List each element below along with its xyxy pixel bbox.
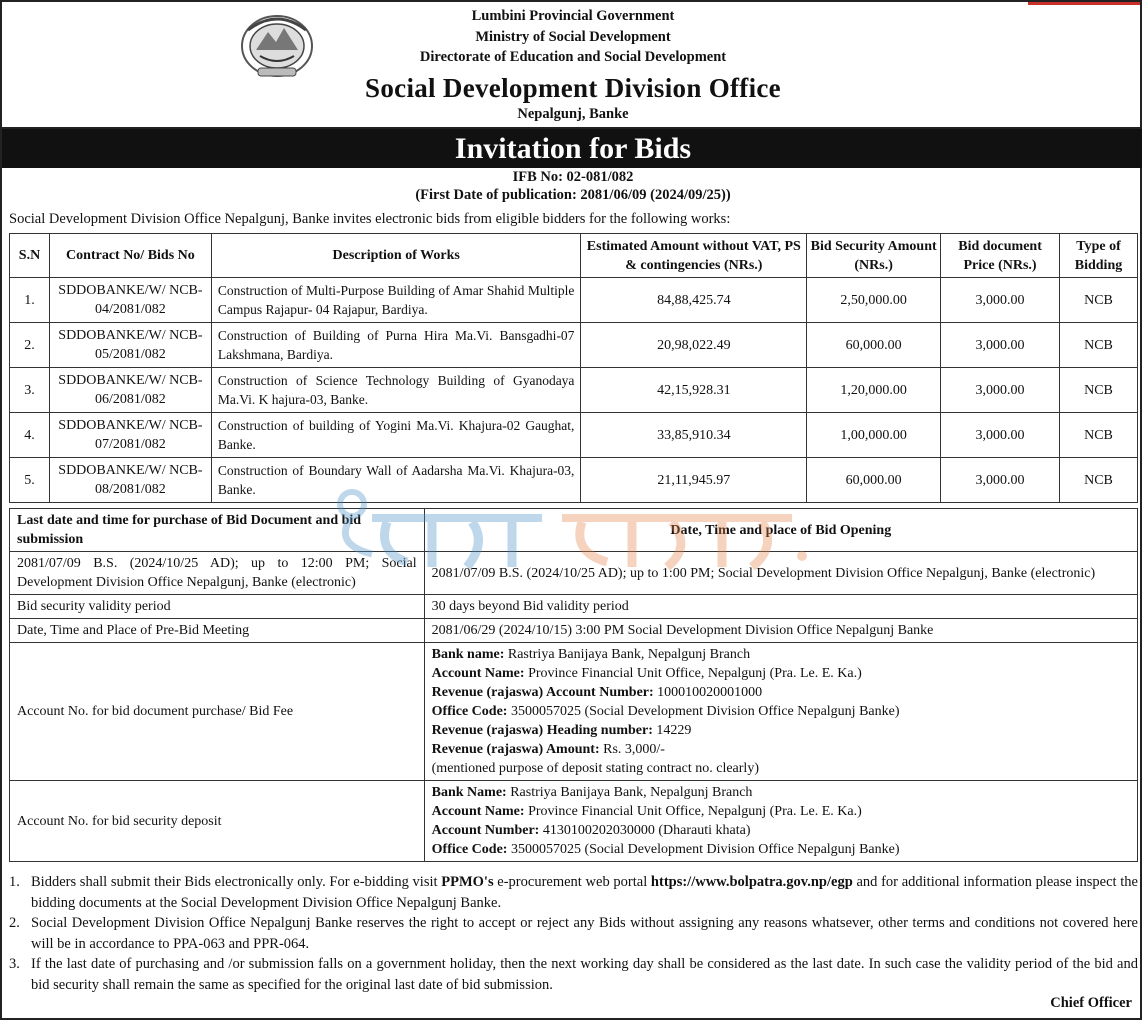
cell-security: 1,00,000.00 xyxy=(807,413,941,458)
detail-value: 3500057025 (Social Development Division Office Nepalgunj Banke) xyxy=(507,842,900,857)
ifb-number: IFB No: 02-081/082 xyxy=(512,169,634,185)
note-item xyxy=(9,954,1138,995)
egp-portal-link[interactable]: https://www.bolpatra.gov.np/egp xyxy=(650,874,853,890)
cell-sn: 4. xyxy=(10,413,50,458)
purchase-deadline-heading: Last date and time for purchase of Bid Document and bid submission xyxy=(10,509,425,552)
validity-label: Bid security validity period xyxy=(10,595,425,619)
note-text: If the last date of purchasing and /or submission falls on a government holiday, then the next working day shall be considered as the last date. In such case the validity period of the bid and bid security shall remain the same as specified for the original last date of bid submission. xyxy=(31,956,1138,993)
column-header: Bid document Price (NRs.) xyxy=(941,234,1060,278)
cell-security: 60,000.00 xyxy=(807,458,941,503)
cell-contract: SDDOBANKE/W/ NCB-04/2081/082 xyxy=(49,278,211,323)
security-deposit-account-label: Account No. for bid security deposit xyxy=(10,781,425,862)
cell-estimate: 84,88,425.74 xyxy=(581,278,807,323)
works-table xyxy=(9,233,1138,503)
detail-value: 4130100202030000 (Dharauti khata) xyxy=(539,823,751,838)
intro-text: Social Development Division Office Nepalgunj, Banke invites electronic bids from eligible bidders for the following works: xyxy=(9,211,731,227)
header-line-2: Ministry of Social Development xyxy=(475,28,671,45)
info-row xyxy=(10,595,1138,619)
note-text: Bidders shall submit their Bids electronically only. For e-bidding visit xyxy=(31,874,442,890)
office-title: Social Development Division Office xyxy=(365,72,781,103)
detail-value: Province Financial Unit Office, Nepalgunj (Pra. Le. E. Ka.) xyxy=(524,804,862,819)
cell-price: 3,000.00 xyxy=(941,413,1060,458)
note-text: and for additional information please inspect the bidding documents at the Social Development Division Office Nepalgunj Banke. xyxy=(31,874,1138,911)
column-header: Description of Works xyxy=(211,234,581,278)
detail-label: Bank Name: xyxy=(431,785,507,800)
cell-price: 3,000.00 xyxy=(941,278,1060,323)
cell-sn: 2. xyxy=(10,323,50,368)
signoff: Chief Officer xyxy=(1050,995,1132,1011)
table-row xyxy=(10,323,1138,368)
purchase-deadline-value: 2081/07/09 B.S. (2024/10/25 AD); up to 12:00 PM; Social Development Division Office Nepalgunj, Banke (electronic) xyxy=(10,552,425,595)
note-number: 2. xyxy=(9,915,20,931)
notice-banner: Invitation for Bids xyxy=(2,129,1142,168)
detail-label: Office Code: xyxy=(431,704,508,719)
column-header: Bid Security Amount (NRs.) xyxy=(807,234,941,278)
note-item xyxy=(9,872,1138,913)
cell-price: 3,000.00 xyxy=(941,368,1060,413)
cell-description: Construction of Multi-Purpose Building of Amar Shahid Multiple Campus Rajapur- 04 Rajapur, Bardiya. xyxy=(211,278,581,323)
detail-label: Revenue (rajaswa) Amount: xyxy=(431,742,600,757)
cell-price: 3,000.00 xyxy=(941,458,1060,503)
prebid-label: Date, Time and Place of Pre-Bid Meeting xyxy=(10,619,425,643)
notes-list xyxy=(9,872,1138,995)
cell-description: Construction of building of Yogini Ma.Vi. Khajura-02 Gaughat, Banke. xyxy=(211,413,581,458)
detail-label: Revenue (rajaswa) Account Number: xyxy=(431,685,654,700)
bid-opening-heading: Date, Time and place of Bid Opening xyxy=(424,509,1137,552)
note-text: Social Development Division Office Nepalgunj Banke reserves the right to accept or reject any Bids without assigning any reasons whatsever, other terms and conditions not covered here will be in accordance to PPA-063 and PPR-064. xyxy=(31,915,1138,952)
cell-type: NCB xyxy=(1060,323,1138,368)
info-row xyxy=(10,552,1138,595)
bid-fee-account-details xyxy=(424,643,1137,781)
table-header-row xyxy=(10,234,1138,278)
detail-value: Rastriya Banijaya Bank, Nepalgunj Branch xyxy=(504,647,751,662)
cell-estimate: 33,85,910.34 xyxy=(581,413,807,458)
bid-opening-value: 2081/07/09 B.S. (2024/10/25 AD); up to 1:00 PM; Social Development Division Office Nepalgunj, Banke (electronic) xyxy=(424,552,1137,595)
column-header: S.N xyxy=(10,234,50,278)
info-row xyxy=(10,781,1138,862)
cell-description: Construction of Building of Purna Hira Ma.Vi. Bansgadhi-07 Lakshmana, Bardiya. xyxy=(211,323,581,368)
cell-contract: SDDOBANKE/W/ NCB-06/2081/082 xyxy=(49,368,211,413)
cell-type: NCB xyxy=(1060,413,1138,458)
cell-sn: 5. xyxy=(10,458,50,503)
detail-label: Account Name: xyxy=(431,804,525,819)
cell-description: Construction of Science Technology Building of Gyanodaya Ma.Vi. K hajura-03, Banke. xyxy=(211,368,581,413)
detail-label: Account Name: xyxy=(431,666,525,681)
cell-contract: SDDOBANKE/W/ NCB-08/2081/082 xyxy=(49,458,211,503)
detail-value: 3500057025 (Social Development Division Office Nepalgunj Banke) xyxy=(507,704,900,719)
info-row xyxy=(10,619,1138,643)
cell-estimate: 42,15,928.31 xyxy=(581,368,807,413)
header-line-3: Directorate of Education and Social Development xyxy=(419,49,727,65)
cell-estimate: 21,11,945.97 xyxy=(581,458,807,503)
column-header: Estimated Amount without VAT, PS & contingencies (NRs.) xyxy=(581,234,807,278)
cell-security: 1,20,000.00 xyxy=(807,368,941,413)
cell-price: 3,000.00 xyxy=(941,323,1060,368)
bid-info-table xyxy=(9,508,1138,862)
table-row xyxy=(10,458,1138,503)
table-row xyxy=(10,368,1138,413)
detail-label: Bank name: xyxy=(431,647,505,662)
detail-value: Province Financial Unit Office, Nepalgunj (Pra. Le. E. Ka.) xyxy=(524,666,862,681)
detail-value: Rastriya Banijaya Bank, Nepalgunj Branch xyxy=(506,785,753,800)
detail-label: Revenue (rajaswa) Heading number: xyxy=(431,723,653,738)
note-item xyxy=(9,913,1138,954)
security-deposit-account-details xyxy=(424,781,1137,862)
cell-estimate: 20,98,022.49 xyxy=(581,323,807,368)
cell-contract: SDDOBANKE/W/ NCB-05/2081/082 xyxy=(49,323,211,368)
column-header: Type of Bidding xyxy=(1060,234,1138,278)
info-header-row xyxy=(10,509,1138,552)
detail-label: Office Code: xyxy=(431,842,508,857)
table-row xyxy=(10,278,1138,323)
ifb-block xyxy=(2,168,1142,204)
cell-type: NCB xyxy=(1060,368,1138,413)
office-location: Nepalgunj, Banke xyxy=(517,105,629,122)
letterhead xyxy=(2,2,1142,129)
column-header: Contract No/ Bids No xyxy=(49,234,211,278)
bid-fee-account-label: Account No. for bid document purchase/ Bid Fee xyxy=(10,643,425,781)
cell-type: NCB xyxy=(1060,278,1138,323)
detail-note: (mentioned purpose of deposit stating contract no. clearly) xyxy=(431,761,759,776)
detail-value: Rs. 3,000/- xyxy=(599,742,665,757)
header-line-1: Lumbini Provincial Government xyxy=(471,8,675,24)
cell-type: NCB xyxy=(1060,458,1138,503)
ppmo-text: PPMO's xyxy=(441,874,494,890)
detail-label: Account Number: xyxy=(431,823,540,838)
cell-security: 60,000.00 xyxy=(807,323,941,368)
note-number: 1. xyxy=(9,874,20,890)
cell-sn: 3. xyxy=(10,368,50,413)
validity-value: 30 days beyond Bid validity period xyxy=(424,595,1137,619)
table-row xyxy=(10,413,1138,458)
note-text: e-procurement web portal xyxy=(493,874,651,890)
note-number: 3. xyxy=(9,956,20,972)
detail-value: 14229 xyxy=(652,723,692,738)
cell-description: Construction of Boundary Wall of Aadarsha Ma.Vi. Khajura-03, Banke. xyxy=(211,458,581,503)
cell-security: 2,50,000.00 xyxy=(807,278,941,323)
prebid-value: 2081/06/29 (2024/10/15) 3:00 PM Social Development Division Office Nepalgunj Banke xyxy=(424,619,1137,643)
info-row xyxy=(10,643,1138,781)
detail-value: 100010020001000 xyxy=(653,685,763,700)
cell-contract: SDDOBANKE/W/ NCB-07/2081/082 xyxy=(49,413,211,458)
publication-date: (First Date of publication: 2081/06/09 (2024/09/25)) xyxy=(415,187,731,203)
cell-sn: 1. xyxy=(10,278,50,323)
